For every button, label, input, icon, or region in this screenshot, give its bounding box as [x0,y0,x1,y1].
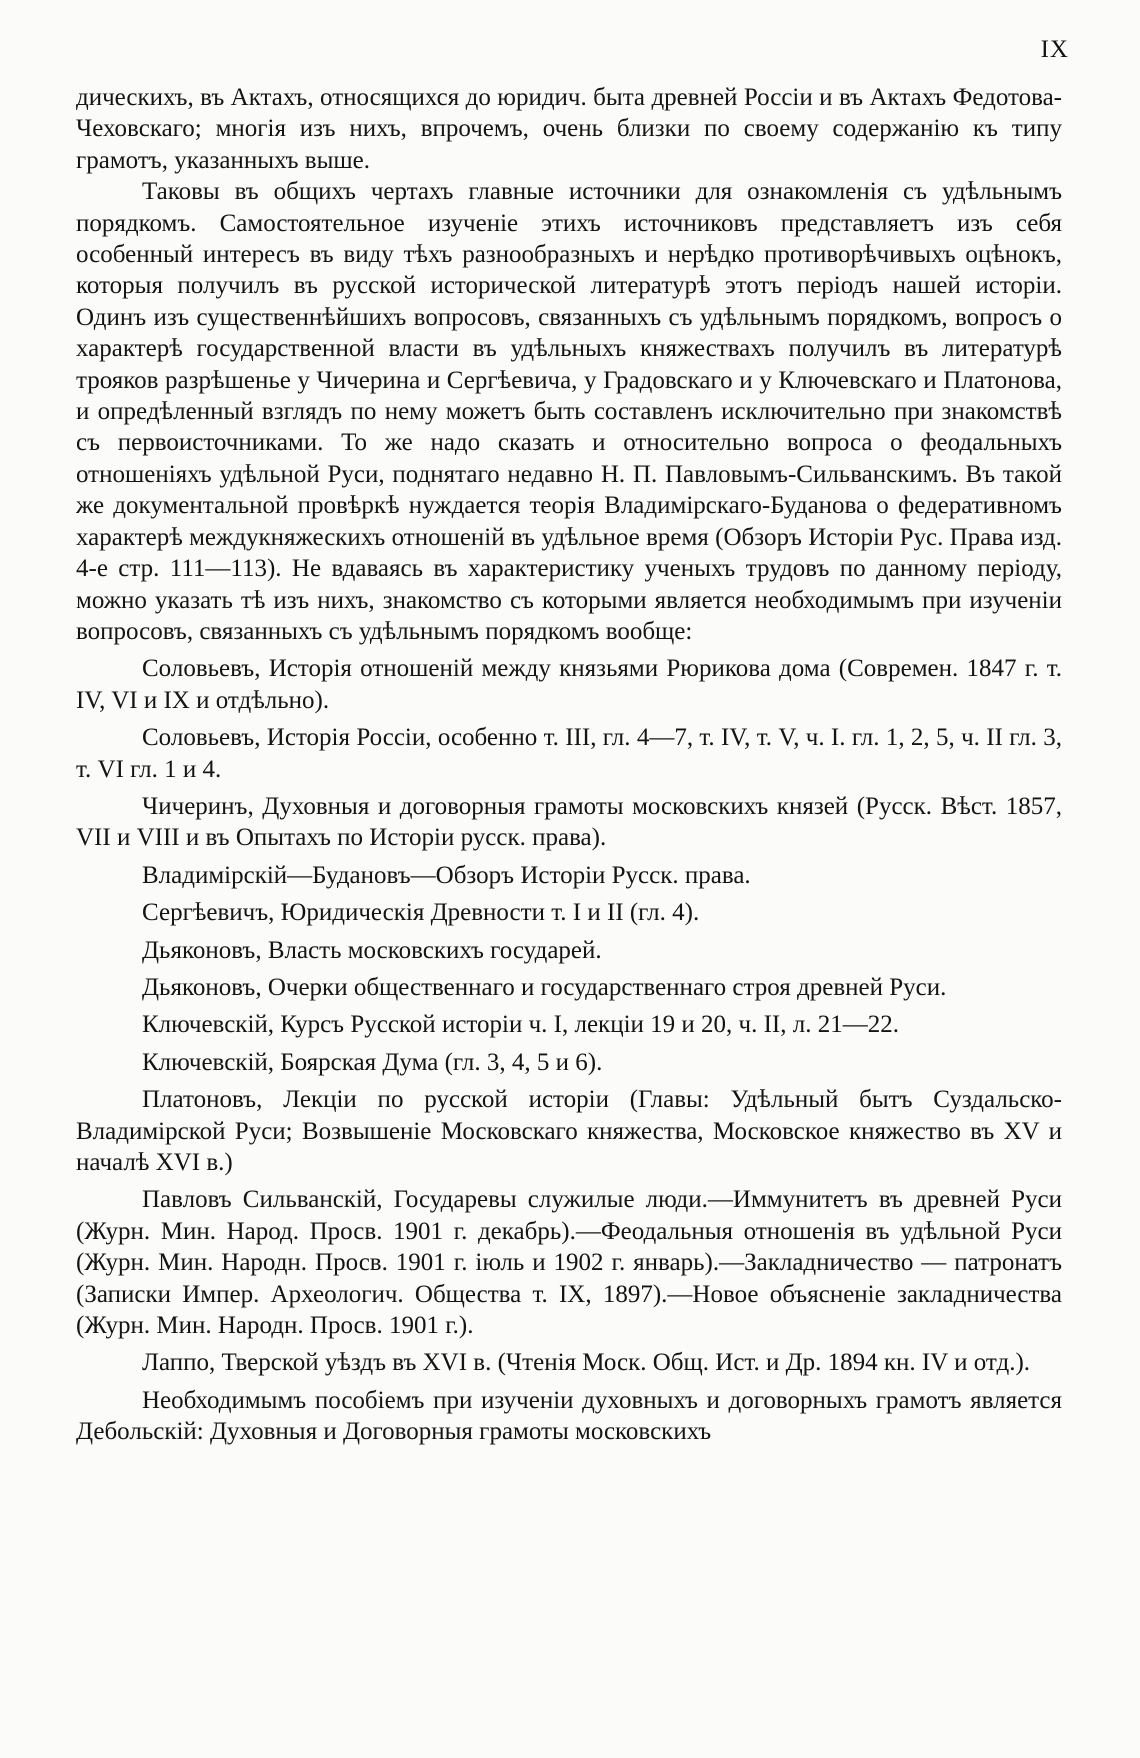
bibliography-entry: Ключевскій, Курсъ Русской исторіи ч. I, лекціи 19 и 20, ч. II, л. 21—22. [142,1011,899,1039]
bibliography-entry: Дьяконовъ, Очерки общественнаго и государственнаго строя древней Руси. [142,973,947,1001]
bibliography-entry: Лаппо, Тверской уѣздъ въ XVI в. (Чтенія Моск. Общ. Ист. и Др. 1894 кн. IV и отд.). [142,1349,1031,1377]
bibliography-entry: Сергѣевичъ, Юридическія Древности т. I и II (гл. 4). [142,899,700,927]
bibliography-entry: Чичеринъ, Духовныя и договорныя грамоты московскихъ князей (Русск. Вѣст. 1857, VII и VIII и въ Опытахъ по Исторіи русск. права). [76,792,1062,852]
bibliography-entry: Дьяконовъ, Власть московскихъ государей. [142,936,602,964]
bibliography-entry: Необходимымъ пособіемъ при изученіи духовныхъ и договорныхъ грамотъ является Дебольскій: Духовныя и Договорныя грамоты московскихъ [76,1386,1062,1446]
bibliography-entry: Владимірскій—Будановъ—Обзоръ Исторіи Русск. права. [142,861,751,889]
bibliography-entry: Соловьевъ, Исторія Россіи, особенно т. III, гл. 4—7, т. IV, т. V, ч. I. гл. 1, 2, 5, ч. II гл. 3, т. VI гл. 1 и 4. [76,724,1062,783]
bibliography-entry: Соловьевъ, Исторія отношеній между князьями Рюрикова дома (Современ. 1847 г. т. IV, VI и IX и отдѣльно). [76,655,1062,714]
body-text [76,82,1062,1448]
page-number: IX [1040,36,1069,63]
bibliography-entry: Павловъ Сильванскій, Государевы служилые люди.—Иммунитетъ въ древней Руси (Журн. Мин. Народ. Просв. 1901 г. декабрь).—Феодальныя отношенія въ удѣльной Руси (Журн. Мин. Народн. Просв. 1901 г. іюль и 1902 г. январь).—Закладничество — патронатъ (Записки Импер. Археологич. Общества т. IX, 1897).—Новое объясненіе закладничества (Журн. Мин. Народн. Просв. 1901 г.). [76,1186,1062,1340]
paragraph-sources-overview: Таковы въ общихъ чертахъ главные источники для ознакомленія съ удѣльнымъ порядкомъ. Самостоятельное изученіе этихъ источниковъ представляетъ изъ себя особенный интересъ въ виду тѣхъ разнообразныхъ и нерѣдко противорѣчивыхъ оцѣнокъ, которыя получилъ въ русской исторической литературѣ этотъ періодъ нашей исторіи. Одинъ изъ существеннѣйшихъ вопросовъ, связанныхъ съ удѣльнымъ порядкомъ, вопросъ о характерѣ государственной власти въ удѣльныхъ княжествахъ получилъ въ литературѣ трояков разрѣшенье у Чичерина и Сергѣевича, у Градовскаго и у Ключевскаго и Платонова, и опредѣленный взглядъ по нему можетъ быть составленъ исключительно при знакомствѣ съ первоисточниками. То же надо сказать и относительно вопроса о феодальныхъ отношеніяхъ удѣльной Руси, поднятаго недавно Н. П. Павловымъ-Сильванскимъ. Въ такой же документальной провѣркѣ нуждается теорія Владимірскаго-Буданова о федеративномъ характерѣ междукняжескихъ отношеній въ удѣльное время (Обзоръ Исторіи Рус. Права изд. 4-е стр. 111—113). Не вдаваясь въ характеристику ученыхъ трудовъ по данному періоду, можно указать тѣ изъ нихъ, знакомство съ которыми является необходимымъ при изученіи вопросовъ, связанныхъ съ удѣльнымъ порядкомъ вообще: [76,178,1062,645]
bibliography-entry: Платоновъ, Лекціи по русской исторіи (Главы: Удѣльный бытъ Суздальско-Владимірской Руси; Возвышеніе Московскаго княжества, Московское княжество въ XV и началѣ XVI в.) [76,1086,1062,1176]
bibliography-entry: Ключевскій, Боярская Дума (гл. 3, 4, 5 и 6). [142,1048,603,1076]
paragraph-continued: дическихъ, въ Актахъ, относящихся до юридич. быта древней Россіи и въ Актахъ Федотова-Чеховскаго; многія изъ нихъ, впрочемъ, очень близки по своему содержанію къ типу грамотъ, указанныхъ выше. [76,84,1062,174]
